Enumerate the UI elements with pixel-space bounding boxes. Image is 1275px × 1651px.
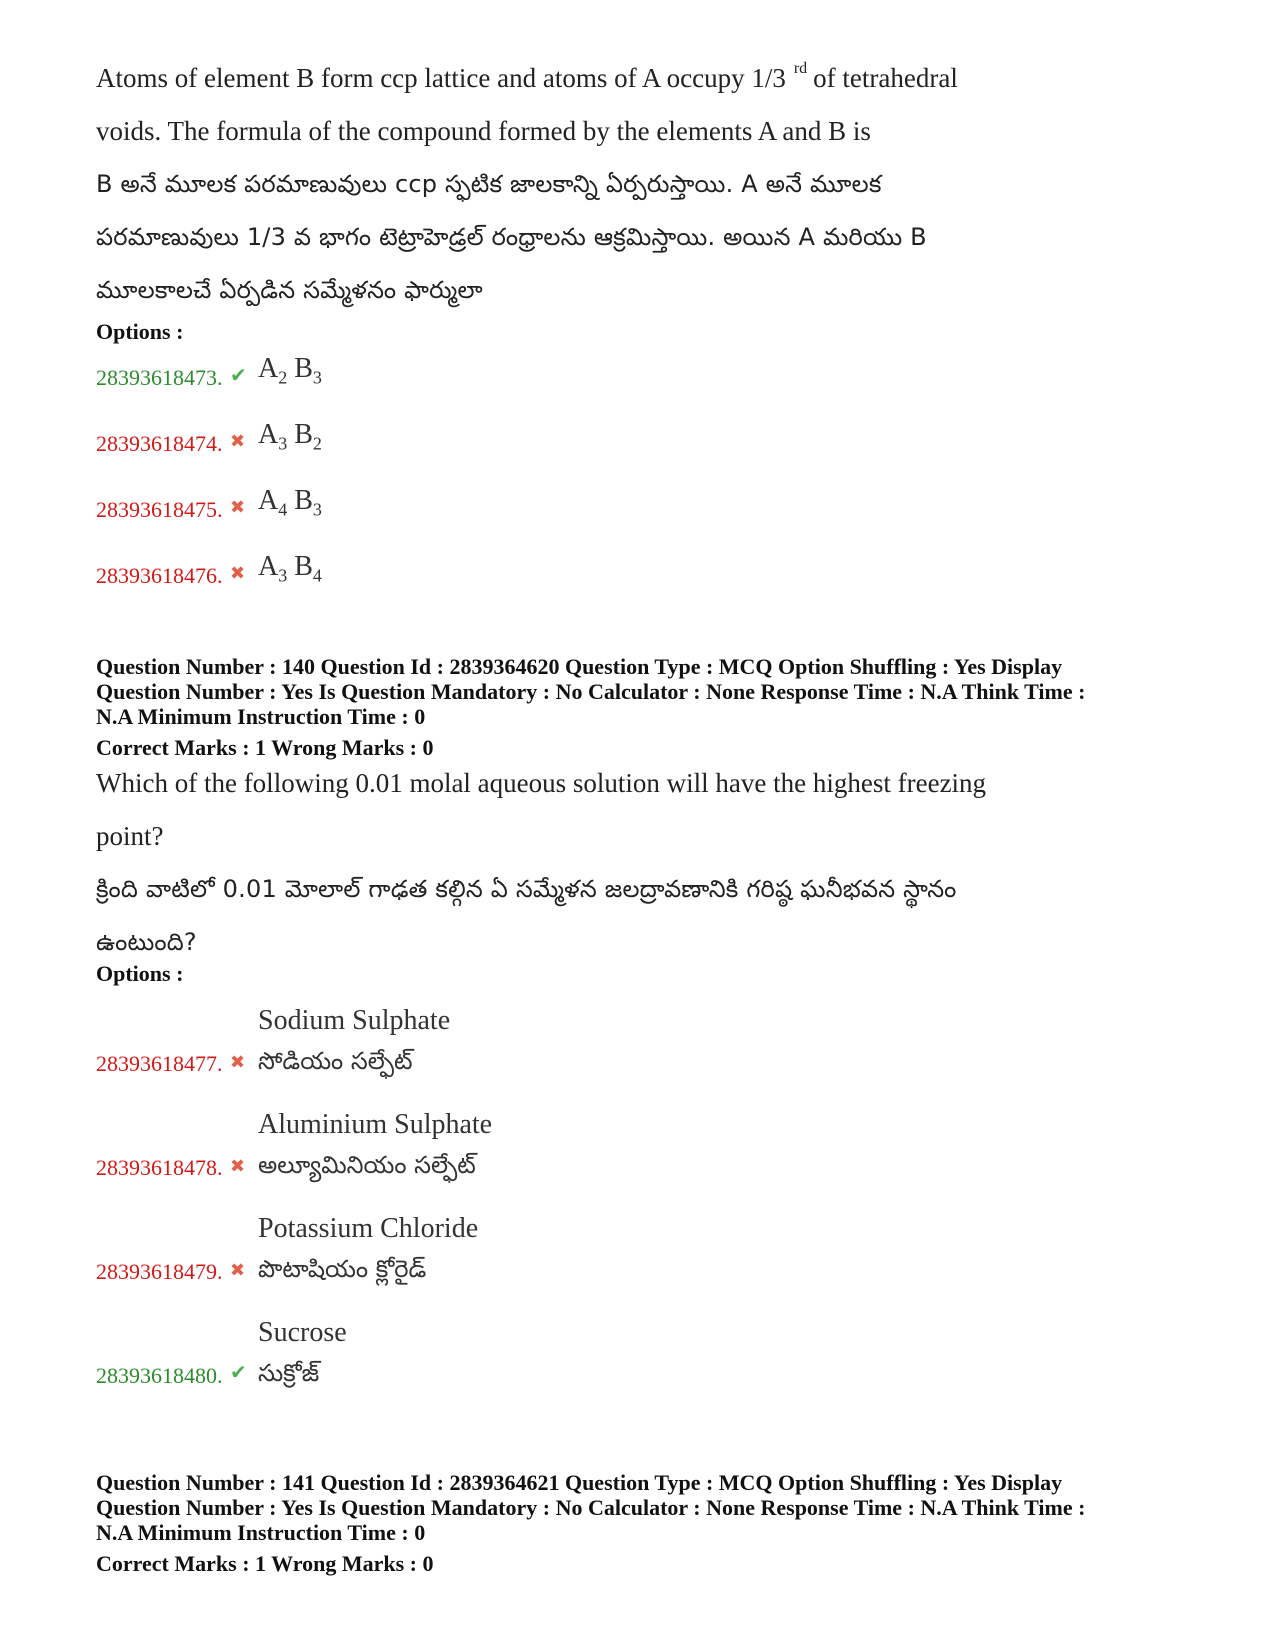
options-label: Options : [96,961,184,986]
option-text: Potassium Chloride పొటాషియం క్లోరైడ్ [258,1213,479,1283]
option-formula: $A_2$ $B_3$ [258,353,322,388]
option-row [96,1185,1186,1289]
question-line-telugu: ఉంటుంది? [96,927,197,956]
question-line: Atoms of element B form ccp lattice and atoms of A occupy 1/3 $^{rd}$ of tetrahedral [96,60,958,93]
question-140 [96,654,1186,1393]
question-line-telugu: B అనే మూలక పరమాణువులు ccp స్ఫటిక జాలకాన్ని ఏర్పరుస్తాయి. A అనే మూలక [96,169,882,198]
option-text: Sucrose సుక్రోజ్ [258,1317,347,1387]
question-line: point? [96,820,164,851]
option-id: 28393618476. [96,563,223,588]
cross-icon: ✖ [230,1052,246,1072]
option-id: 28393618478. [96,1155,223,1180]
option-text: Aluminium Sulphate అల్యూమినియం సల్ఫేట్ [258,1109,493,1179]
question-meta-line: Question Number : 141 Question Id : 2839364621 Question Type : MCQ Option Shuffling : Yes Display [96,1470,1063,1495]
question-meta-line: N.A Minimum Instruction Time : 0 [96,704,426,729]
option-row [96,1289,1186,1393]
cross-icon: ✖ [230,497,246,517]
question-meta-line: Question Number : Yes Is Question Mandatory : No Calculator : None Response Time : N.A Think Time : [96,1495,1086,1520]
question-meta-line: N.A Minimum Instruction Time : 0 [96,1520,426,1545]
option-row [96,347,1186,413]
options-label: Options : [96,319,184,344]
question-line-telugu: పరమాణువులు 1/3 వ భాగం టెట్రాహెడ్రల్ రంధ్రాలను ఆక్రమిస్తాయి. అయిన A మరియు B [96,222,927,251]
check-icon: ✔ [230,1362,247,1384]
option-id: 28393618474. [96,431,223,456]
option-formula: $A_4$ $B_3$ [258,485,322,520]
question-line-telugu: మూలకాలచే ఏర్పడిన సమ్మేళనం ఫార్ములా [96,275,483,304]
option-row [96,1081,1186,1185]
option-id: 28393618480. [96,1363,223,1388]
option-row [96,989,1186,1081]
option-formula: $A_3$ $B_2$ [258,419,322,454]
option-id: 28393618477. [96,1051,223,1076]
question-line: Which of the following 0.01 molal aqueous solution will have the highest freezing [96,767,987,798]
cross-icon: ✖ [230,431,246,451]
question-meta-line: Question Number : Yes Is Question Mandatory : No Calculator : None Response Time : N.A Think Time : [96,679,1086,704]
question-line: voids. The formula of the compound formed by the elements A and B is [96,115,871,146]
cross-icon: ✖ [230,1260,246,1280]
marks-line: Correct Marks : 1 Wrong Marks : 0 [96,1551,434,1576]
option-id: 28393618475. [96,497,223,522]
option-row [96,479,1186,545]
option-text: Sodium Sulphate సోడియం సల్ఫేట్ [258,1005,451,1075]
cross-icon: ✖ [230,1156,246,1176]
option-formula: $A_3$ $B_4$ [258,551,322,586]
option-id: 28393618479. [96,1259,223,1284]
option-row [96,413,1186,479]
option-id: 28393618473. [96,365,223,390]
superscript-rd: rd [793,60,808,78]
question-141 [96,1470,1186,1579]
check-icon: ✔ [230,365,247,387]
question-139 [96,52,1186,611]
option-row [96,545,1186,611]
question-text [96,52,1186,317]
question-line-telugu: క్రింది వాటిలో 0.01 మోలాల్ గాఢత కల్గిన ఏ సమ్మేళన జలద్రావణానికి గరిష్ఠ ఘనీభవన స్థానం [96,874,957,903]
question-text [96,757,1186,969]
question-meta-line: Question Number : 140 Question Id : 2839364620 Question Type : MCQ Option Shuffling : Yes Display [96,654,1063,679]
marks-line: Correct Marks : 1 Wrong Marks : 0 [96,735,434,760]
cross-icon: ✖ [230,563,246,583]
